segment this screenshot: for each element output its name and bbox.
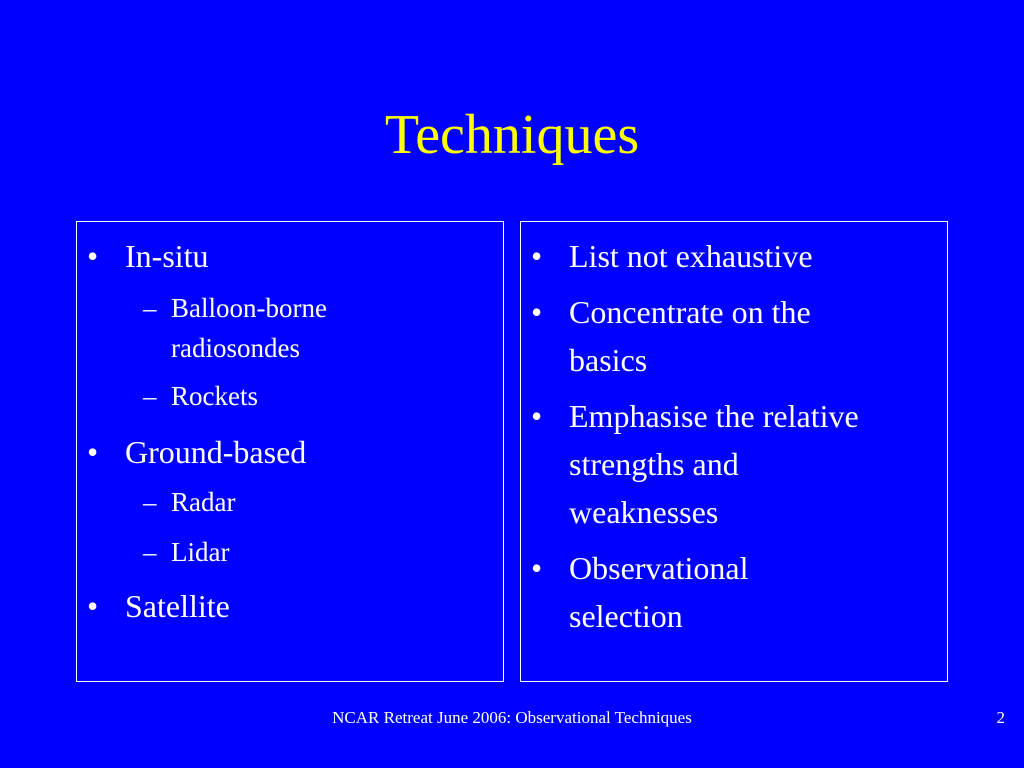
sub-item-lidar: Lidar (171, 537, 230, 567)
list-item-satellite: Satellite (125, 588, 230, 624)
dash-icon: – (143, 487, 157, 517)
sub-item-radar: Radar (171, 487, 236, 517)
bullet-icon: • (87, 588, 99, 624)
bullet-icon: • (87, 238, 99, 274)
slide-footer: NCAR Retreat June 2006: Observational Techniques (332, 708, 692, 727)
list-item-observational-line1: Observational (569, 550, 749, 586)
list-item-in-situ: In-situ (125, 238, 209, 274)
page-number: 2 (996, 708, 1005, 727)
right-content-panel (520, 221, 948, 682)
sub-item-rockets: Rockets (171, 381, 258, 411)
list-item-emphasise-line3: weaknesses (569, 494, 719, 530)
bullet-icon: • (531, 550, 543, 586)
list-item-concentrate-line2: basics (569, 342, 648, 378)
list-item-list-not-exhaustive: List not exhaustive (569, 238, 813, 274)
sub-item-radiosondes: radiosondes (171, 333, 300, 363)
list-item-emphasise-line2: strengths and (569, 446, 739, 482)
sub-item-balloon-borne: Balloon-borne (171, 293, 327, 323)
dash-icon: – (143, 537, 157, 567)
bullet-icon: • (531, 238, 543, 274)
list-item-concentrate-line1: Concentrate on the (569, 294, 811, 330)
dash-icon: – (143, 381, 157, 411)
bullet-icon: • (531, 294, 543, 330)
left-content-panel (76, 221, 504, 682)
list-item-observational-line2: selection (569, 598, 683, 634)
list-item-ground-based: Ground-based (125, 434, 307, 470)
list-item-emphasise-line1: Emphasise the relative (569, 398, 859, 434)
bullet-icon: • (531, 398, 543, 434)
bullet-icon: • (87, 434, 99, 470)
slide-title: Techniques (384, 104, 640, 166)
dash-icon: – (143, 293, 157, 323)
